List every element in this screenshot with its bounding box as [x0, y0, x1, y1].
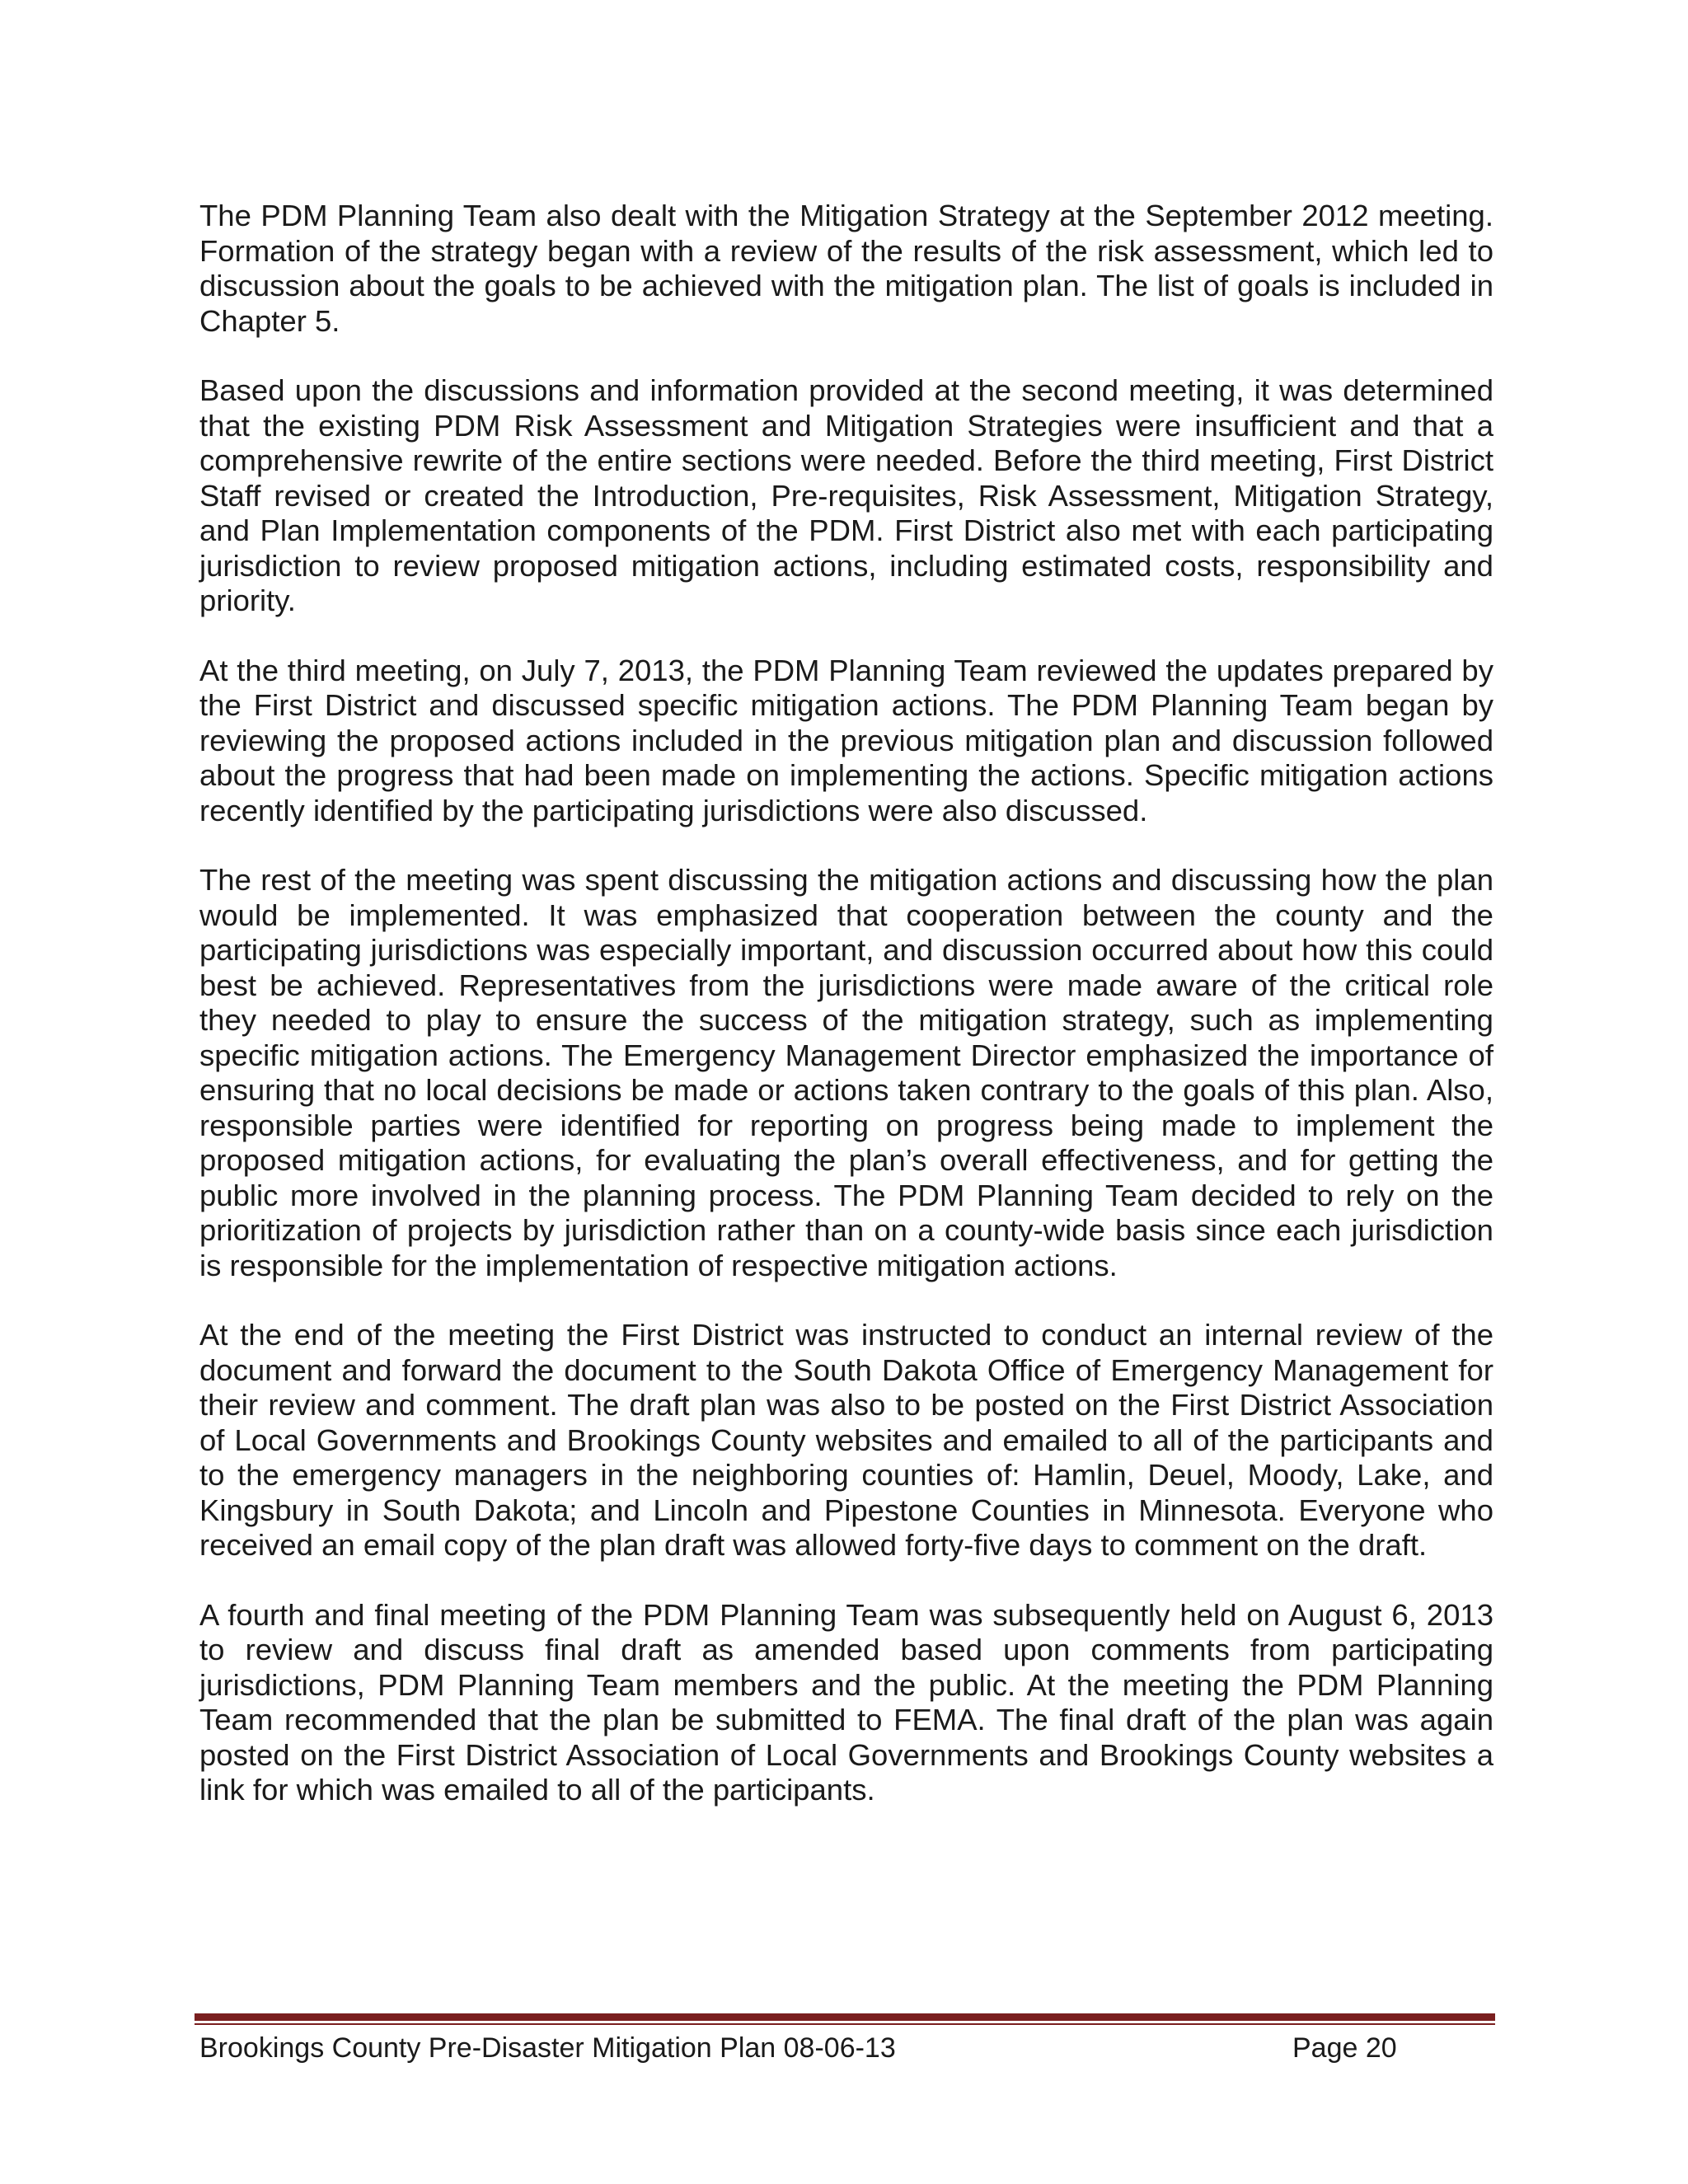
- page-footer: [199, 2030, 1493, 2069]
- paragraph-meeting-discussion: The rest of the meeting was spent discussing the mitigation actions and discussing how the plan would be implemented. It was emphasized that cooperation between the county and the participating jurisdictions was especially important, and discussion occurred about how this could best be achieved. Representatives from the jurisdictions were made aware of the critical role they needed to play to ensure the success of the mitigation strategy, such as implementing specific mitigation actions. The Emergency Management Director emphasized the importance of ensuring that no local decisions be made or actions taken contrary to the goals of this plan. Also, responsible parties were identified for reporting on progress being made to implement the proposed mitigation actions, for evaluating the plan’s overall effectiveness, and for getting the public more involved in the planning process. The PDM Planning Team decided to rely on the prioritization of projects by jurisdiction rather than on a county-wide basis since each jurisdiction is responsible for the implementation of respective mitigation actions.: [199, 863, 1493, 1282]
- document-body: [199, 199, 1493, 1843]
- paragraph-strategy-intro: The PDM Planning Team also dealt with the Mitigation Strategy at the September 2012 meeting. Formation of the strategy began with a review of the results of the risk assessment, which led to discussion about the goals to be achieved with the mitigation plan. The list of goals is included in Chapter 5.: [199, 199, 1493, 338]
- footer-document-title: Brookings County Pre-Disaster Mitigation Plan 08-06-13: [199, 2032, 896, 2064]
- footer-divider-thin: [195, 2023, 1495, 2025]
- paragraph-final-meeting: A fourth and final meeting of the PDM Planning Team was subsequently held on August 6, 2013 to review and discuss final draft as amended based upon comments from participating jurisdictions, PDM Planning Team members and the public. At the meeting the PDM Planning Team recommended that the plan be submitted to FEMA. The final draft of the plan was again posted on the First District Association of Local Governments and Brookings County websites a link for which was emailed to all of the participants.: [199, 1597, 1493, 1807]
- paragraph-third-meeting: At the third meeting, on July 7, 2013, the PDM Planning Team reviewed the updates prepared by the First District and discussed specific mitigation actions. The PDM Planning Team began by reviewing the proposed actions included in the previous mitigation plan and discussion followed about the progress that had been made on implementing the actions. Specific mitigation actions recently identified by the participating jurisdictions were also discussed.: [199, 653, 1493, 827]
- paragraph-review-process: At the end of the meeting the First District was instructed to conduct an internal review of the document and forward the document to the South Dakota Office of Emergency Management for their review and comment. The draft plan was also to be posted on the First District Association of Local Governments and Brookings County websites and emailed to all of the participants and to the emergency managers in the neighboring counties of: Hamlin, Deuel, Moody, Lake, and Kingsbury in South Dakota; and Lincoln and Pipestone Counties in Minnesota. Everyone who received an email copy of the plan draft was allowed forty-five days to comment on the draft.: [199, 1318, 1493, 1562]
- footer-divider-thick: [195, 2013, 1495, 2021]
- paragraph-second-meeting: Based upon the discussions and information provided at the second meeting, it was determined that the existing PDM Risk Assessment and Mitigation Strategies were insufficient and that a comprehensive rewrite of the entire sections were needed. Before the third meeting, First District Staff revised or created the Introduction, Pre-requisites, Risk Assessment, Mitigation Strategy, and Plan Implementation components of the PDM. First District also met with each participating jurisdiction to review proposed mitigation actions, including estimated costs, responsibility and priority.: [199, 373, 1493, 617]
- footer-page-number: Page 20: [1292, 2032, 1397, 2064]
